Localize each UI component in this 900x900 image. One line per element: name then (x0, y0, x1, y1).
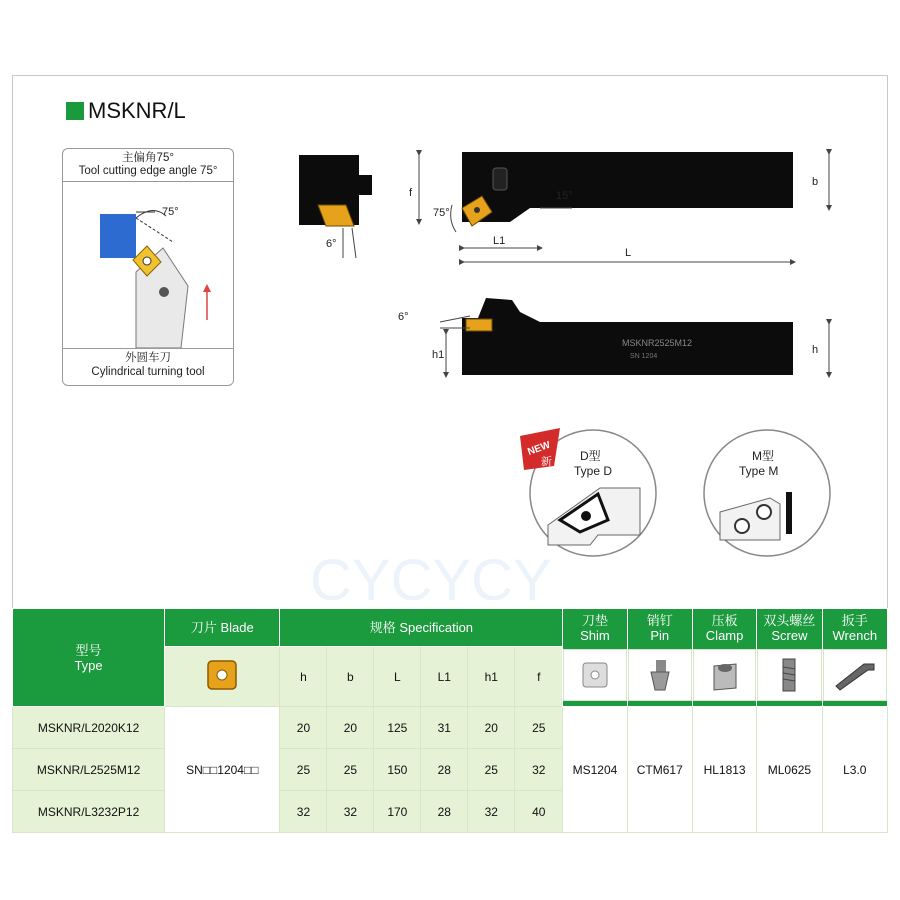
spec-col-h: h (280, 647, 327, 707)
title-text: MSKNR/L (88, 98, 186, 123)
shank-mark-2: SN 1204 (630, 353, 658, 360)
cell-L1: 28 (421, 791, 468, 833)
clamp-header (692, 609, 756, 707)
angle-15-label: 15° (556, 190, 573, 202)
watermark: CYCYCY (310, 548, 552, 600)
cell-h1: 32 (468, 791, 515, 833)
spec-col-h1: h1 (468, 647, 515, 707)
shim-cn: 刀垫 (581, 613, 608, 628)
dim-h-label: h (812, 344, 819, 356)
cell-b: 25 (327, 749, 374, 791)
cell-h1: 20 (468, 707, 515, 749)
type-d-cn: D型 (580, 449, 601, 463)
wrench-icon (832, 658, 878, 692)
table-row (13, 707, 888, 749)
cell-f: 40 (515, 791, 563, 833)
dim-h1-label: h1 (432, 349, 445, 361)
shim-code: MS1204 (563, 707, 627, 833)
pin-en: Pin (650, 628, 670, 643)
clamp-icon (710, 658, 740, 692)
angle-box-top-cn: 主偏角75° (122, 152, 174, 164)
wrench-cn: 扳手 (841, 613, 868, 628)
type-header (13, 609, 165, 707)
front-angle-label: 6° (398, 311, 409, 323)
clamp-en: Clamp (705, 628, 744, 643)
shim-en: Shim (580, 628, 610, 643)
cell-L: 150 (374, 749, 421, 791)
pin-icon (645, 658, 675, 692)
clamp-cn: 压板 (711, 613, 738, 628)
shim-header (563, 609, 627, 707)
cell-h: 32 (280, 791, 327, 833)
wrench-en: Wrench (832, 628, 878, 643)
dim-L1-label: L1 (493, 235, 506, 247)
shim-icon (581, 661, 609, 689)
blade-insert-icon (202, 655, 242, 695)
shank-mark: MSKNR2525M12 (622, 338, 693, 348)
new-badge-cn: 新 (541, 456, 552, 468)
dim-L-label: L (625, 247, 632, 259)
angle-box-bottom-en: Cylindrical turning tool (91, 366, 205, 378)
angle-label: 75° (162, 206, 179, 218)
side-view (299, 155, 372, 258)
spec-col-L1: L1 (421, 647, 468, 707)
blade-image-cell (165, 647, 280, 707)
screw-cn: 双头螺丝 (763, 613, 816, 628)
cell-L: 170 (374, 791, 421, 833)
cell-L: 125 (374, 707, 421, 749)
cell-h: 25 (280, 749, 327, 791)
screw-header (757, 609, 822, 707)
angle-box-top-en: Tool cutting edge angle 75° (78, 165, 218, 177)
spec-col-L: L (374, 647, 421, 707)
cell-h: 20 (280, 707, 327, 749)
dim-f-label: f (409, 187, 413, 199)
type-d-badge (520, 428, 656, 556)
front-view (398, 298, 829, 375)
cell-L1: 31 (421, 707, 468, 749)
type-m-cn: M型 (752, 449, 774, 463)
screw-code: ML0625 (757, 707, 822, 833)
screw-icon (777, 657, 801, 693)
row-type: MSKNR/L3232P12 (13, 791, 165, 833)
angle-75-label: 75° (433, 207, 450, 219)
type-m-badge (704, 430, 830, 556)
row-type: MSKNR/L2525M12 (13, 749, 165, 791)
angle-box-bottom-cn: 外圆车刀 (125, 352, 171, 364)
blade-header: 刀片 Blade (165, 609, 280, 647)
cell-f: 25 (515, 707, 563, 749)
new-badge-label: NEW (526, 439, 552, 458)
wrench-code: L3.0 (822, 707, 887, 833)
pin-cn: 销钉 (646, 613, 673, 628)
spec-table (12, 608, 888, 833)
spec-col-f: f (515, 647, 563, 707)
spec-col-b: b (327, 647, 374, 707)
cell-b: 20 (327, 707, 374, 749)
wrench-header (822, 609, 887, 707)
cell-h1: 25 (468, 749, 515, 791)
type-d-en: Type D (574, 464, 613, 478)
type-m-en: Type M (739, 464, 779, 478)
clamp-code: HL1813 (692, 707, 756, 833)
row-type: MSKNR/L2020K12 (13, 707, 165, 749)
type-cn: 型号 (75, 642, 102, 658)
type-en: Type (74, 657, 103, 673)
pin-header (627, 609, 692, 707)
screw-en: Screw (771, 628, 808, 643)
side-angle-label: 6° (326, 238, 337, 250)
cell-L1: 28 (421, 749, 468, 791)
table-header-row (13, 609, 888, 647)
spec-header: 规格 Specification (280, 609, 563, 647)
cell-b: 32 (327, 791, 374, 833)
pin-code: CTM617 (627, 707, 692, 833)
dim-b-label: b (812, 176, 819, 188)
blade-code: SN□□1204□□ (165, 707, 280, 833)
cell-f: 32 (515, 749, 563, 791)
top-view (409, 152, 829, 262)
